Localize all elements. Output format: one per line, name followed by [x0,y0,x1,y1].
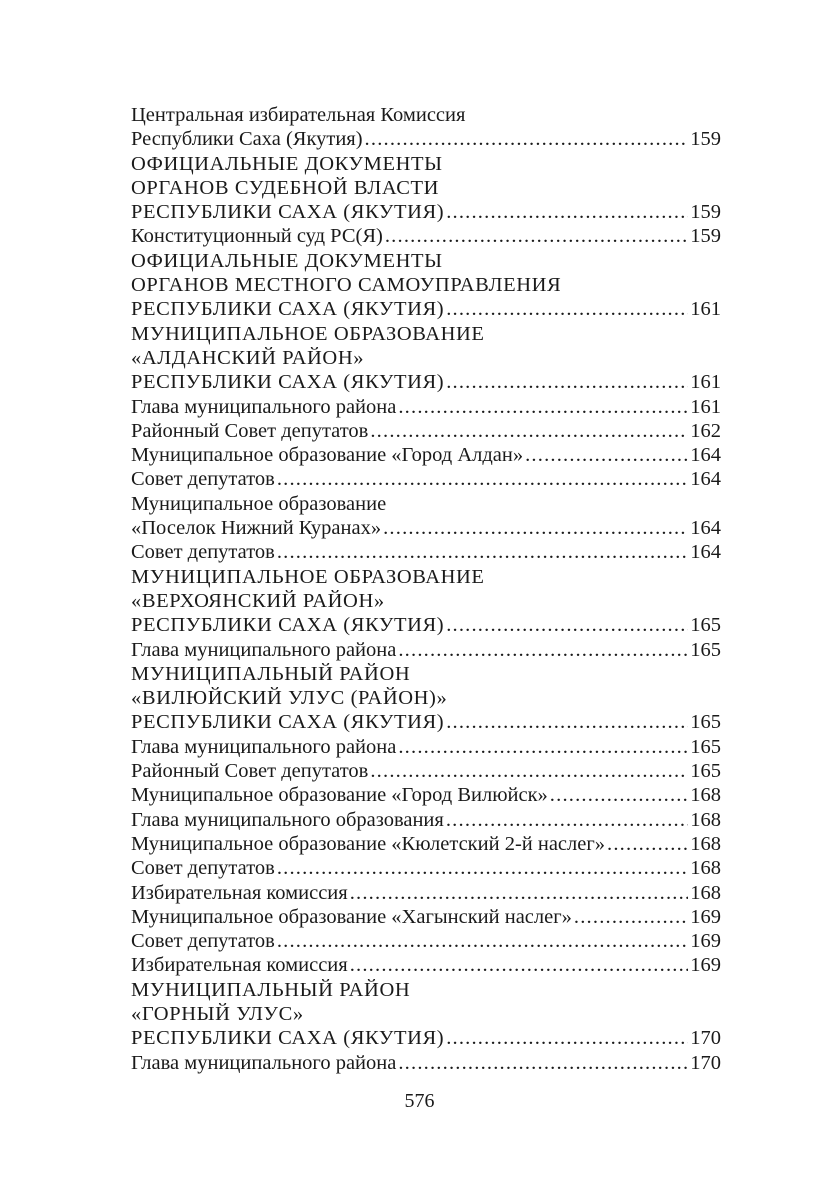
dot-leader [398,638,688,662]
dot-leader [525,443,688,467]
toc-entry [131,540,721,564]
toc-heading-line [131,710,721,734]
toc-entry-page: 164 [690,444,721,467]
toc-entry [131,638,721,662]
toc-entry-page: 168 [690,808,721,831]
toc-entry-page: 169 [690,905,721,928]
toc-entry-title: Совет депутатов [131,857,275,880]
toc-heading-line [131,346,721,370]
toc-heading-line [131,978,721,1002]
dot-leader [446,613,688,637]
toc-heading-line [131,273,721,297]
toc-entry-title: РЕСПУБЛИКИ САХА (ЯКУТИЯ) [131,1027,445,1050]
toc-entry-title: РЕСПУБЛИКИ САХА (ЯКУТИЯ) [131,614,445,637]
dot-leader [574,905,688,929]
toc-heading-line [131,249,721,273]
toc-entry-title: Муниципальное образование [131,492,387,515]
toc-entry [131,783,721,807]
toc-entry-title: «Поселок Нижний Куранах» [131,517,382,540]
toc-entry-page: 169 [690,930,721,953]
toc-entry-page: 170 [690,1051,721,1074]
toc-entry-title: Муниципальное образование «Город Вилюйск» [131,784,548,807]
toc-entry-page: 165 [690,638,721,661]
toc-entry-page: 161 [690,395,721,418]
toc-heading-line [131,176,721,200]
dot-leader [446,1026,688,1050]
toc-entry-page: 165 [690,711,721,734]
toc-entry-page: 161 [690,371,721,394]
page-number: 576 [404,1090,435,1112]
toc-entry-title: Районный Совет депутатов [131,760,369,783]
dot-leader [365,127,689,151]
toc-entry-title: Совет депутатов [131,541,275,564]
toc-entry-page: 164 [690,468,721,491]
toc-entry-title: Конституционный суд РС(Я) [131,225,383,248]
dot-leader [277,856,688,880]
toc-entry-page: 164 [690,517,721,540]
dot-leader [277,467,688,491]
toc-entry-page: 168 [690,784,721,807]
dot-leader [383,516,688,540]
toc-heading-line [131,322,721,346]
toc-entry-page: 161 [690,298,721,321]
toc-entry-title: Глава муниципального района [131,638,397,661]
toc-entry-title: Глава муниципального образования [131,808,444,831]
toc-entry [131,443,721,467]
toc-entry [131,808,721,832]
toc-entry-title: «ГОРНЫЙ УЛУС» [131,1002,304,1025]
toc-entry-page: 168 [690,832,721,855]
dot-leader [607,832,688,856]
dot-leader [446,200,688,224]
toc-heading-line [131,1026,721,1050]
toc-entry [131,419,721,443]
toc-entry-title: «ВИЛЮЙСКИЙ УЛУС (РАЙОН)» [131,687,448,710]
toc-heading-line [131,370,721,394]
toc-entry-title: Глава муниципального района [131,395,397,418]
toc-entry-page: 165 [690,614,721,637]
toc-entry [131,103,721,127]
dot-leader [370,759,688,783]
toc-entry-title: Центральная избирательная Комиссия [131,104,466,126]
toc-entry-page: 164 [690,541,721,564]
toc-entry-title: Совет депутатов [131,468,275,491]
toc-heading-line [131,686,721,710]
toc-entry [131,759,721,783]
dot-leader [446,710,688,734]
dot-leader [350,953,689,977]
toc-entry-page: 159 [690,128,721,151]
toc-entry-title: РЕСПУБЛИКИ САХА (ЯКУТИЯ) [131,711,445,734]
toc-entry [131,516,721,540]
toc-entry-title: ОРГАНОВ МЕСТНОГО САМОУПРАВЛЕНИЯ [131,274,562,297]
dot-leader [398,395,688,419]
toc-entry-title: РЕСПУБЛИКИ САХА (ЯКУТИЯ) [131,298,445,321]
toc-heading-line [131,662,721,686]
toc-entry-title: МУНИЦИПАЛЬНОЕ ОБРАЗОВАНИЕ [131,565,485,588]
dot-leader [277,929,688,953]
toc-entry-title: Избирательная комиссия [131,881,348,904]
toc-entry-title: ОФИЦИАЛЬНЫЕ ДОКУМЕНТЫ [131,152,443,175]
dot-leader [446,808,688,832]
dot-leader [370,419,688,443]
toc-entry-page: 170 [690,1027,721,1050]
toc-entry [131,905,721,929]
toc-entry [131,467,721,491]
toc-entry-title: ОФИЦИАЛЬНЫЕ ДОКУМЕНТЫ [131,249,443,272]
dot-leader [446,297,688,321]
table-of-contents [131,103,721,1075]
toc-entry-title: Республики Саха (Якутия) [131,128,363,151]
toc-entry-title: Районный Совет депутатов [131,419,369,442]
toc-entry-page: 168 [690,881,721,904]
toc-entry [131,395,721,419]
toc-heading-line [131,613,721,637]
toc-entry-page: 159 [690,201,721,224]
toc-entry [131,735,721,759]
toc-entry-title: Муниципальное образование «Город Алдан» [131,444,524,467]
toc-entry [131,832,721,856]
toc-heading-line [131,200,721,224]
toc-entry-page: 165 [690,760,721,783]
toc-entry-title: Избирательная комиссия [131,954,348,977]
dot-leader [385,224,688,248]
toc-heading-line [131,565,721,589]
toc-entry-title: РЕСПУБЛИКИ САХА (ЯКУТИЯ) [131,201,445,224]
toc-entry-page: 168 [690,857,721,880]
toc-entry-title: ОРГАНОВ СУДЕБНОЙ ВЛАСТИ [131,176,440,199]
toc-entry-page: 162 [690,419,721,442]
dot-leader [446,370,688,394]
toc-entry [131,492,721,516]
toc-entry-title: «ВЕРХОЯНСКИЙ РАЙОН» [131,589,385,612]
toc-entry-title: Муниципальное образование «Кюлетский 2-й наслег» [131,832,606,855]
toc-entry-title: «АЛДАНСКИЙ РАЙОН» [131,346,365,369]
toc-entry-title: Муниципальное образование «Хагынский наслег» [131,905,572,928]
toc-heading-line [131,297,721,321]
toc-entry-title: МУНИЦИПАЛЬНОЕ ОБРАЗОВАНИЕ [131,322,485,345]
dot-leader [550,783,688,807]
toc-entry [131,127,721,151]
toc-entry-page: 169 [690,954,721,977]
toc-heading-line [131,589,721,613]
toc-entry-title: МУНИЦИПАЛЬНЫЙ РАЙОН [131,662,411,685]
toc-entry-title: МУНИЦИПАЛЬНЫЙ РАЙОН [131,978,411,1001]
toc-heading-line [131,152,721,176]
toc-entry-title: Глава муниципального района [131,1051,397,1074]
toc-entry [131,881,721,905]
toc-entry [131,1051,721,1075]
dot-leader [350,881,689,905]
toc-heading-line [131,1002,721,1026]
toc-entry-page: 159 [690,225,721,248]
toc-entry-title: Совет депутатов [131,930,275,953]
toc-entry [131,224,721,248]
dot-leader [398,1051,688,1075]
toc-entry-title: Глава муниципального района [131,735,397,758]
toc-entry [131,856,721,880]
toc-entry-title: РЕСПУБЛИКИ САХА (ЯКУТИЯ) [131,371,445,394]
dot-leader [277,540,688,564]
dot-leader [398,735,688,759]
toc-entry-page: 165 [690,735,721,758]
toc-entry [131,929,721,953]
toc-entry [131,953,721,977]
